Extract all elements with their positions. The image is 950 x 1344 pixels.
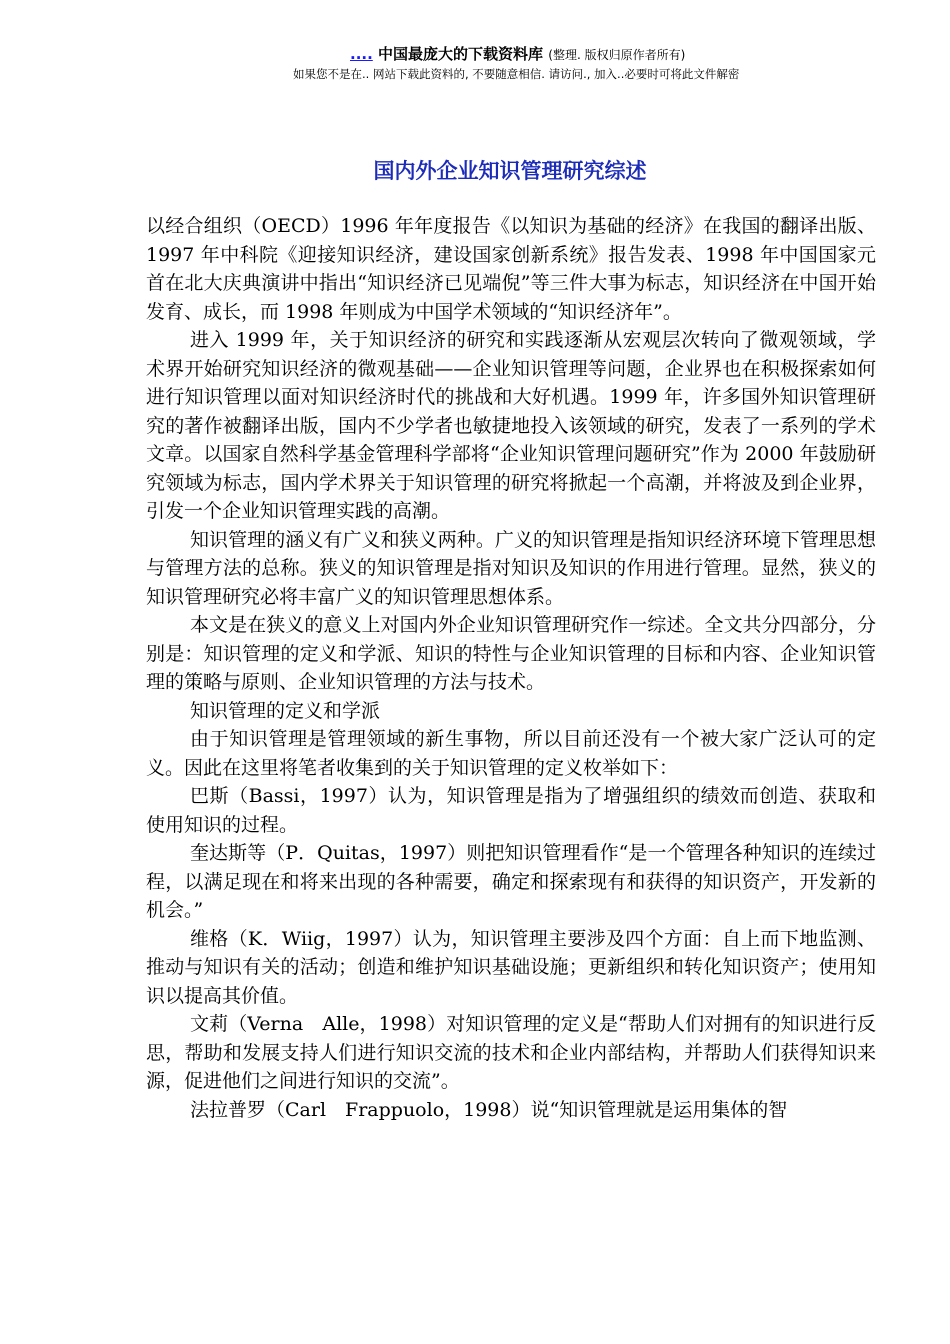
paragraph: 文莉（Verna Alle，1998）对知识管理的定义是“帮助人们对拥有的知识进行反思，帮助和发展支持人们进行知识交流的技术和企业内部结构，并帮助人们获得知识来源，促进他们之间进行知识的交流”。 <box>146 1013 876 1092</box>
header-disclaimer: 如果您不是在.. 网站下载此资料的, 不要随意相信. 请访问., 加入..必要时可将此文件解密 <box>293 67 740 81</box>
section-heading: 知识管理的定义和学派 <box>190 699 381 722</box>
paragraph: 本文是在狭义的意义上对国内外企业知识管理研究作一综述。全文共分四部分，分别是：知识管理的定义和学派、知识的特性与企业知识管理的目标和内容、企业知识管理的策略与原则、企业知识管理的方法与技术。 <box>146 614 876 693</box>
site-name: 中国最庞大的下载资料库 <box>378 45 544 63</box>
paragraph: 法拉普罗（Carl Frappuolo，1998）说“知识管理就是运用集体的智 <box>190 1098 788 1121</box>
paragraph: 巴斯（Bassi，1997）认为，知识管理是指为了增强组织的绩效而创造、获取和使用知识的过程。 <box>146 785 876 836</box>
paragraph: 由于知识管理是管理领域的新生事物，所以目前还没有一个被大家广泛认可的定义。因此在这里将笔者收集到的关于知识管理的定义枚举如下： <box>146 728 876 779</box>
paragraph: 奎达斯等（P．Quitas，1997）则把知识管理看作“是一个管理各种知识的连续过程，以满足现在和将来出现的各种需要，确定和探索现有和获得的知识资产，开发新的机会。” <box>146 842 876 921</box>
paragraph: 以经合组织（OECD）1996 年年度报告《以知识为基础的经济》在我国的翻译出版、1997 年中科院《迎接知识经济，建设国家创新系统》报告发表、1998 年中国国家元首在北大庆典演讲中指出“知识经济已见端倪”等三件大事为标志，知识经济在中国开始发育、成长，而 1998 年则成为中国学术领域的“知识经济年”。 <box>146 215 876 323</box>
paragraph: 进入 1999 年，关于知识经济的研究和实践逐渐从宏观层次转向了微观领域，学术界开始研究知识经济的微观基础——企业知识管理等问题，企业界也在积极探索如何进行知识管理以面对知识经济时代的挑战和大好机遇。1999 年，许多国外知识管理研究的著作被翻译出版，国内不少学者也敏捷地投入该领域的研究，发表了一系列的学术文章。以国家自然科学基金管理科学部将“企业知识管理问题研究”作为 2000 年鼓励研究领域为标志，国内学术界关于知识管理的研究将掀起一个高潮，并将波及到企业界，引发一个企业知识管理实践的高潮。 <box>146 329 876 522</box>
paragraph: 维格（K．Wiig，1997）认为，知识管理主要涉及四个方面：自上而下地监测、推动与知识有关的活动；创造和维护知识基础设施；更新组织和转化知识资产；使用知识以提高其价值。 <box>146 927 876 1007</box>
document-body <box>146 212 876 1124</box>
header-banner <box>350 44 685 65</box>
document-title: 国内外企业知识管理研究综述 <box>373 158 647 183</box>
header-link[interactable]: .... <box>350 45 373 63</box>
copyright-note: (整理. 版权归原作者所有) <box>548 48 686 62</box>
paragraph: 知识管理的涵义有广义和狭义两种。广义的知识管理是指知识经济环境下管理思想与管理方法的总称。狭义的知识管理是指对知识及知识的作用进行管理。显然，狭义的知识管理研究必将丰富广义的知识管理思想体系。 <box>146 528 876 608</box>
